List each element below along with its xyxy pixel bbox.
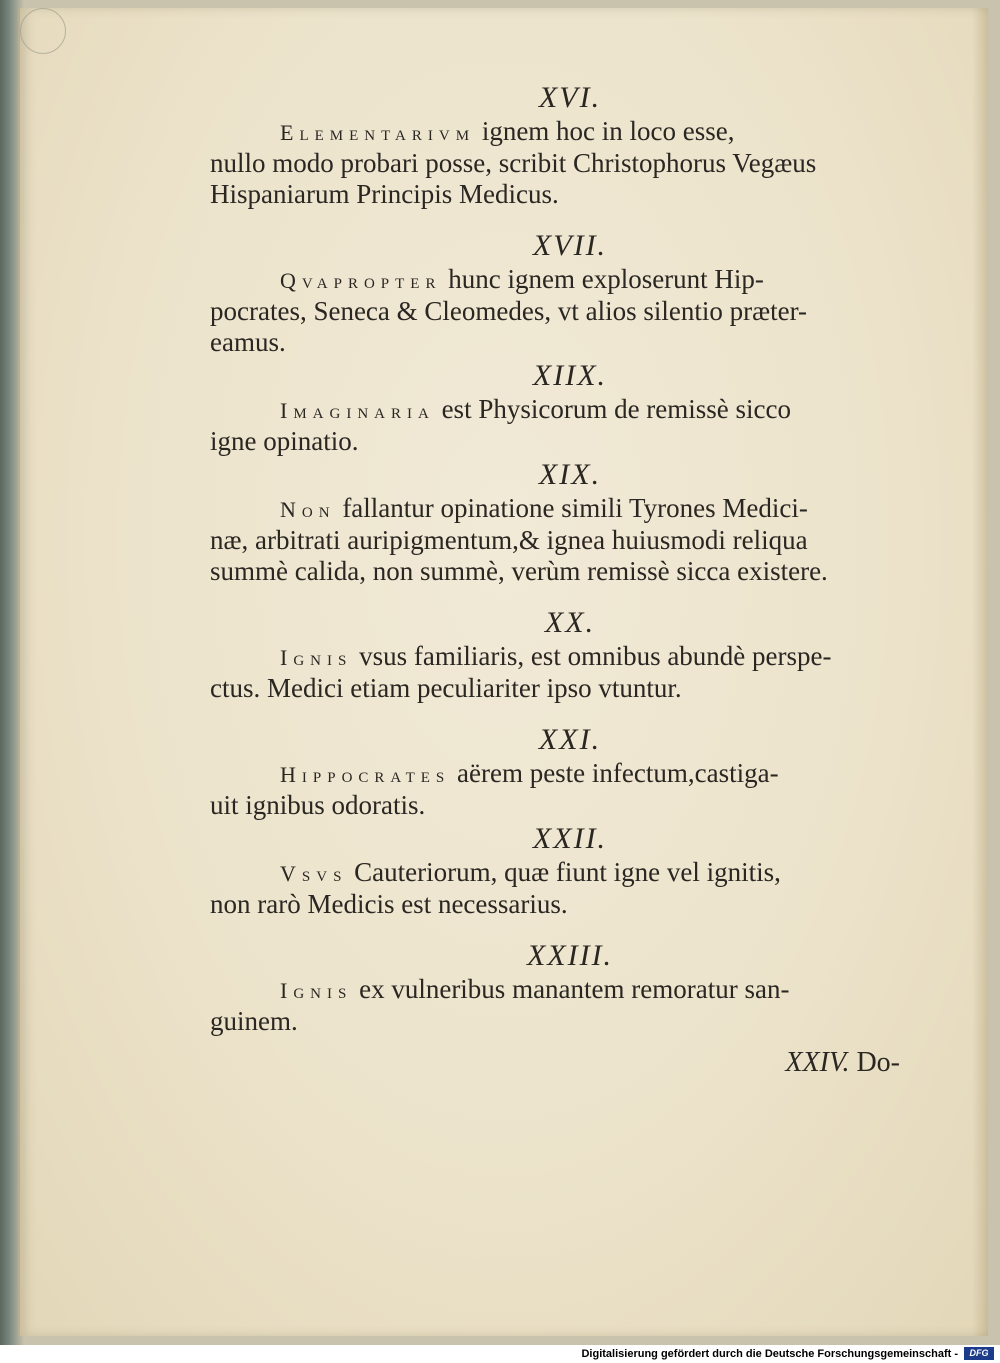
paragraph-line: hunc ignem exploserunt Hip- bbox=[441, 264, 764, 294]
paragraph-line: Hispaniarum Principis Medicus. bbox=[210, 179, 559, 209]
section-numeral: XIIX. bbox=[532, 359, 608, 392]
catchword-text: Do- bbox=[856, 1047, 900, 1078]
section-paragraph bbox=[210, 974, 910, 1037]
paragraph-line: eamus. bbox=[210, 327, 286, 357]
paragraph-line: aërem peste infectum,castiga- bbox=[450, 758, 779, 788]
section-numeral: XIX. bbox=[538, 458, 602, 491]
digitization-footer bbox=[0, 1345, 1000, 1363]
catchword-numeral: XXIV. bbox=[785, 1047, 850, 1078]
section-lead-word: Non bbox=[280, 497, 336, 522]
paragraph-line: nullo modo probari posse, scribit Christophorus Vegæus bbox=[210, 148, 817, 178]
paragraph-line: fallantur opinatione simili Tyrones Medici- bbox=[335, 493, 808, 523]
paragraph-line: summè calida, non summè, verùm remissè sicca existere. bbox=[210, 556, 828, 586]
section-lead-word: Elementarivm bbox=[280, 120, 476, 145]
section-paragraph bbox=[210, 758, 910, 821]
catchword bbox=[210, 1047, 910, 1078]
section-numeral: XXI. bbox=[538, 723, 602, 756]
funding-notice: Digitalisierung gefördert durch die Deutsche Forschungsgemeinschaft - bbox=[581, 1348, 958, 1360]
section-lead-word: Ignis bbox=[280, 645, 353, 670]
page-edge bbox=[972, 8, 988, 1336]
paragraph-line: ctus. Medici etiam peculiariter ipso vtuntur. bbox=[210, 673, 682, 703]
binding-mark bbox=[20, 8, 66, 54]
section-numeral: XX. bbox=[544, 606, 596, 639]
paragraph-line: guinem. bbox=[210, 1006, 298, 1036]
dfg-logo: DFG bbox=[964, 1347, 994, 1360]
section-paragraph bbox=[210, 394, 910, 457]
paragraph-line: pocrates, Seneca & Cleomedes, vt alios silentio præter- bbox=[210, 296, 808, 326]
section-paragraph bbox=[210, 641, 910, 704]
paragraph-line: vsus familiaris, est omnibus abundè perspe- bbox=[352, 641, 832, 671]
section-lead-word: Qvapropter bbox=[280, 268, 442, 293]
paragraph-line: igne opinatio. bbox=[210, 426, 359, 456]
paragraph-line: næ, arbitrati auripigmentum,& ignea huiusmodi reliqua bbox=[210, 525, 808, 555]
section-numeral: XXII. bbox=[532, 822, 608, 855]
page-text bbox=[210, 80, 910, 1078]
section-numeral: XXIII. bbox=[526, 939, 614, 972]
section-numeral: XVI. bbox=[538, 81, 602, 114]
section-lead-word: Hippocrates bbox=[280, 762, 451, 787]
paragraph-line: est Physicorum de remissè sicco bbox=[434, 394, 792, 424]
section-paragraph bbox=[210, 493, 910, 587]
paragraph-line: Cauteriorum, quæ fiunt igne vel ignitis, bbox=[347, 857, 781, 887]
paragraph-line: uit ignibus odoratis. bbox=[210, 790, 426, 820]
paragraph-line: ignem hoc in loco esse, bbox=[475, 116, 735, 146]
section-paragraph bbox=[210, 857, 910, 920]
paragraph-line: non rarò Medicis est necessarius. bbox=[210, 889, 568, 919]
section-numeral: XVII. bbox=[532, 229, 608, 262]
section-lead-word: Ignis bbox=[280, 978, 353, 1003]
section-paragraph bbox=[210, 116, 910, 210]
section-lead-word: Vsvs bbox=[280, 861, 348, 886]
section-paragraph bbox=[210, 264, 910, 358]
section-lead-word: Imaginaria bbox=[280, 398, 435, 423]
paragraph-line: ex vulneribus manantem remoratur san- bbox=[352, 974, 790, 1004]
